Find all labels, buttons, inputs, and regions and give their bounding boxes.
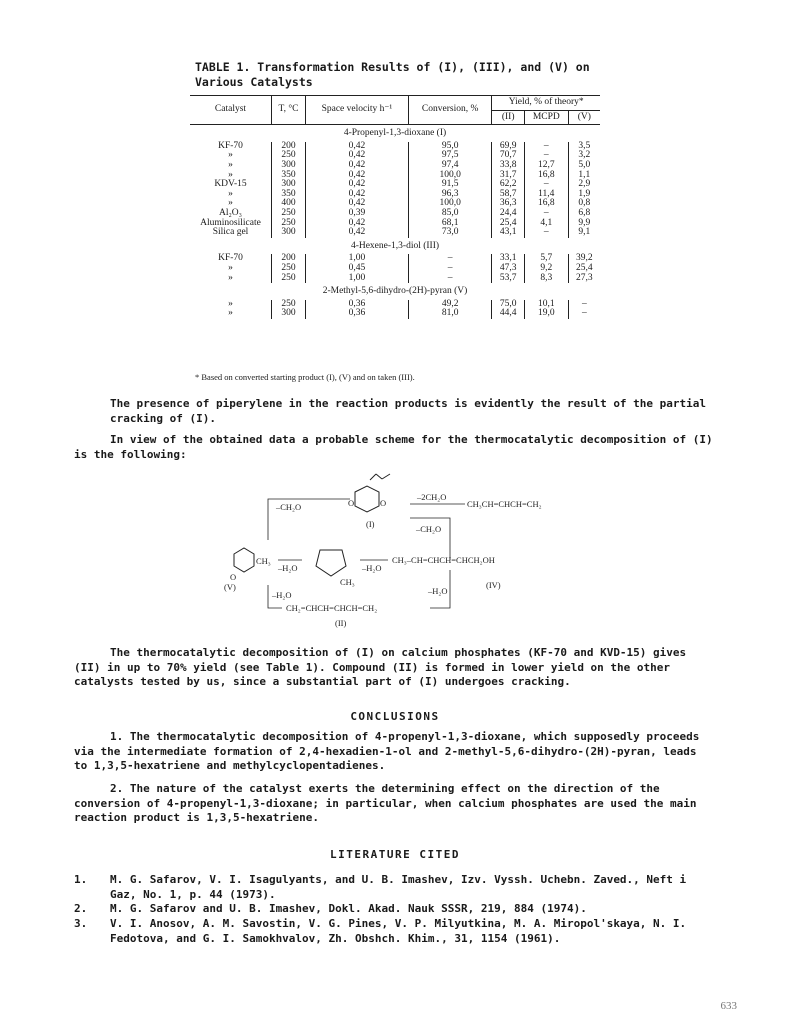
table-cell-catalyst: » [228, 262, 233, 273]
table-cell-ii: 69,9 [492, 142, 524, 152]
table-cell-t: 200 [272, 254, 306, 264]
table-cell-ii: 31,7 [492, 171, 524, 181]
label-hexatriene: CH₂=CHCH=CHCH=CH₂ [286, 603, 378, 613]
table-cell-sv: 0,42 [305, 180, 408, 190]
table-cell-conv: 100,0 [408, 171, 492, 181]
table-cell-catalyst: KF-70 [218, 140, 243, 151]
table-cell-t: 250 [272, 219, 306, 229]
table-cell-t: 350 [272, 190, 306, 200]
table-cell-t: 250 [272, 264, 306, 274]
reference-number: 1. [74, 873, 88, 886]
header-catalyst: Catalyst [190, 96, 272, 125]
table-cell-ii: 70,7 [492, 151, 524, 161]
header-conversion: Conversion, % [408, 96, 492, 125]
reference-text: M. G. Safarov, V. I. Isagulyants, and U. B. Imashev, Izv. Vyssh. Uchebn. Zaved., Neft i Gaz, No. 1, p. 44 (1973). [110, 873, 687, 901]
pyran-ring [234, 548, 254, 572]
table-cell-sv: 0,42 [305, 228, 408, 238]
table-cell-v: 3,5 [568, 142, 600, 152]
label-minus-h2o-4: –H₂O [428, 586, 448, 596]
table-row [190, 309, 600, 319]
table-row [190, 142, 600, 152]
table-cell-mcpd: 4,1 [524, 219, 568, 229]
table-cell-catalyst: Aluminosilicate [200, 217, 261, 228]
table-cell-catalyst: » [228, 150, 233, 161]
table-cell-t: 400 [272, 199, 306, 209]
ring-o-right: O [380, 498, 387, 508]
table-cell-conv: 91,5 [408, 180, 492, 190]
conclusion-1: 1. The thermocatalytic decomposition of 4-propenyl-1,3-dioxane, which supposedly proceeds via the intermediate formation of 2,4-hexadien-1-ol and 2-methyl-5,6-dihydro-(2H)-pyran, leads to 1,3,5-hexatriene and methylcyclopentadienes. [74, 730, 700, 772]
page-number: 633 [720, 1000, 737, 1012]
table-cell-conv: 73,0 [408, 228, 492, 238]
table-cell-sv: 0,45 [305, 264, 408, 274]
label-compound-i: (I) [366, 519, 375, 529]
table-cell-conv: 100,0 [408, 199, 492, 209]
reaction-scheme [220, 470, 600, 645]
table-cell-v: 9,1 [568, 228, 600, 238]
table-cell-sv: 0,42 [305, 171, 408, 181]
table-row [190, 274, 600, 284]
header-space-velocity: Space velocity h⁻¹ [305, 96, 408, 125]
heading-conclusions: CONCLUSIONS [350, 710, 440, 723]
label-ring-o-v: O [230, 572, 237, 582]
table-cell-catalyst: KDV-15 [214, 179, 247, 190]
table-cell-conv: – [408, 274, 492, 284]
table-cell-sv: 1,00 [305, 274, 408, 284]
reference-number: 3. [74, 917, 88, 930]
reference-number: 2. [74, 902, 88, 915]
table-cell-mcpd: – [524, 209, 568, 219]
label-hexadienol: CH₃–CH=CHCH=CHCH₂OH [392, 555, 495, 565]
table-cell-mcpd: 11,4 [524, 190, 568, 200]
table-cell-sv: 0,36 [305, 300, 408, 310]
section-heading [190, 125, 600, 142]
table-cell-ii: 62,2 [492, 180, 524, 190]
table-cell-v: 27,3 [568, 274, 600, 284]
table-cell-v: 5,0 [568, 161, 600, 171]
paragraph-scheme-intro: In view of the obtained data a probable scheme for the thermocatalytic decomposition of (I) is the following: [74, 433, 713, 461]
label-minus-h2o-2: –H₂O [362, 563, 382, 573]
table-cell-ii: 25,4 [492, 219, 524, 229]
table-cell-v: 6,8 [568, 209, 600, 219]
table-cell-sv: 0,36 [305, 309, 408, 319]
table-cell-t: 250 [272, 274, 306, 284]
table-cell-conv: 49,2 [408, 300, 492, 310]
table-cell-sv: 0,42 [305, 151, 408, 161]
label-compound-v: (V) [224, 582, 236, 592]
header-yield-ii: (II) [492, 110, 524, 125]
table-cell-mcpd: 16,8 [524, 199, 568, 209]
label-minus-h2o-3: –H₂O [272, 590, 292, 600]
table-cell-ii: 53,7 [492, 274, 524, 284]
table-cell-mcpd: 8,3 [524, 274, 568, 284]
table-cell-mcpd: 16,8 [524, 171, 568, 181]
table-cell-catalyst: » [228, 298, 233, 309]
table-cell-ii: 24,4 [492, 209, 524, 219]
table-cell-v: 9,9 [568, 219, 600, 229]
table-cell-v: 0,8 [568, 199, 600, 209]
table-cell-v: 3,2 [568, 151, 600, 161]
table-cell-sv: 0,42 [305, 142, 408, 152]
table-cell-catalyst: » [228, 159, 233, 170]
label-minus-ch2o-right: –CH₂O [416, 524, 442, 534]
table-cell-sv: 0,42 [305, 199, 408, 209]
table-cell-catalyst: » [228, 308, 233, 319]
conclusion-2: 2. The nature of the catalyst exerts the determining effect on the direction of the conversion of 4-propenyl-1,3-dioxane; in particular, when calcium phosphates are used the main reaction product is 1,3,5-hexatriene. [74, 782, 697, 824]
label-piperylene: CH₃CH=CHCH=CH₂ [467, 499, 542, 509]
table-cell-mcpd: – [524, 142, 568, 152]
results-table [190, 95, 600, 319]
table-caption: TABLE 1. Transformation Results of (I), (III), and (V) on Various Catalysts [195, 60, 590, 89]
table-cell-catalyst: Silica gel [212, 227, 249, 238]
table-cell-mcpd: 10,1 [524, 300, 568, 310]
label-compound-iv: (IV) [486, 580, 501, 590]
table-cell-v: 2,9 [568, 180, 600, 190]
table-cell-sv: 0,42 [305, 161, 408, 171]
table-cell-conv: 97,5 [408, 151, 492, 161]
table-row [190, 219, 600, 229]
table-cell-ii: 33,1 [492, 254, 524, 264]
table-cell-mcpd: – [524, 151, 568, 161]
table-cell-v: 25,4 [568, 264, 600, 274]
table-cell-catalyst: » [228, 188, 233, 199]
reference-text: V. I. Anosov, A. M. Savostin, V. G. Pines, V. P. Milyutkina, M. A. Miropol'skaya, N. I. Fedotova, and G. I. Samokhvalov, Zh. Obshch. Khim., 31, 1154 (1961). [110, 917, 687, 945]
table-cell-sv: 0,42 [305, 219, 408, 229]
table-cell-mcpd: – [524, 180, 568, 190]
heading-literature: LITERATURE CITED [330, 848, 460, 861]
table-cell-ii: 43,1 [492, 228, 524, 238]
table-cell-sv: 0,42 [305, 190, 408, 200]
table-row [190, 199, 600, 209]
table-cell-t: 250 [272, 209, 306, 219]
section-heading [190, 238, 600, 255]
table-cell-ii: 44,4 [492, 309, 524, 319]
header-yield-v: (V) [568, 110, 600, 125]
section-title: 4-Propenyl-1,3-dioxane (I) [343, 128, 447, 139]
header-yield-mcpd: MCPD [524, 110, 568, 125]
table-cell-ii: 75,0 [492, 300, 524, 310]
section-heading [190, 283, 600, 300]
table-cell-mcpd: 9,2 [524, 264, 568, 274]
table-cell-catalyst: KF-70 [218, 253, 243, 264]
table-cell-catalyst: » [228, 272, 233, 283]
label-compound-ii: (II) [335, 618, 347, 628]
table-cell-v: – [568, 309, 600, 319]
label-minus-ch2o-left: –CH₂O [276, 502, 302, 512]
header-temp: T, °C [272, 96, 306, 125]
table-cell-mcpd: 5,7 [524, 254, 568, 264]
table-cell-conv: 97,4 [408, 161, 492, 171]
table-row [190, 254, 600, 264]
section-title: 2-Methyl-5,6-dihydro-(2H)-pyran (V) [322, 286, 468, 297]
table-row [190, 264, 600, 274]
table-cell-conv: – [408, 264, 492, 274]
table-cell-v: 1,1 [568, 171, 600, 181]
table-cell-ii: 36,3 [492, 199, 524, 209]
table-cell-ii: 58,7 [492, 190, 524, 200]
table-cell-t: 250 [272, 151, 306, 161]
table-cell-catalyst: » [228, 198, 233, 209]
table-row [190, 228, 600, 238]
label-methyl-v: CH₃ [256, 556, 271, 566]
paragraph-calcium-phosphates: The thermocatalytic decomposition of (I) on calcium phosphates (KF-70 and KVD-15) gives (II) in up to 70% yield (see Table 1). Compound (II) is formed in lower yield on the other catalysts tested by us, since a substantial part of (I) undergoes cracking. [74, 646, 687, 688]
table-cell-catalyst: » [228, 169, 233, 180]
label-minus-h2o-1: –H₂O [278, 563, 298, 573]
table-cell-mcpd: 12,7 [524, 161, 568, 171]
table-cell-sv: 1,00 [305, 254, 408, 264]
table-cell-t: 300 [272, 180, 306, 190]
table-cell-conv: 85,0 [408, 209, 492, 219]
table-cell-mcpd: – [524, 228, 568, 238]
methylcyclopentadiene [316, 550, 346, 576]
table-cell-t: 250 [272, 300, 306, 310]
table-cell-conv: 96,3 [408, 190, 492, 200]
table-cell-conv: 68,1 [408, 219, 492, 229]
label-cracking: –2CH₂O [417, 492, 447, 502]
table-cell-t: 300 [272, 161, 306, 171]
paragraph-piperylene: The presence of piperylene in the reaction products is evidently the result of the partial cracking of (I). [110, 397, 707, 425]
reference-text: M. G. Safarov and U. B. Imashev, Dokl. Akad. Nauk SSSR, 219, 884 (1974). [110, 902, 587, 915]
table-cell-t: 300 [272, 309, 306, 319]
ring-o-left: O [348, 498, 355, 508]
section-title: 4-Hexene-1,3-diol (III) [350, 240, 440, 251]
table-cell-catalyst: Al₂O₃ [219, 207, 242, 218]
table-cell-t: 200 [272, 142, 306, 152]
header-yield: Yield, % of theory* [492, 96, 600, 111]
table-cell-ii: 47,3 [492, 264, 524, 274]
table-cell-sv: 0,39 [305, 209, 408, 219]
table-row [190, 171, 600, 181]
table-cell-conv: 81,0 [408, 309, 492, 319]
table-cell-conv: 95,0 [408, 142, 492, 152]
table-cell-t: 350 [272, 171, 306, 181]
table-cell-v: – [568, 300, 600, 310]
table-cell-ii: 33,8 [492, 161, 524, 171]
table-footnote: * Based on converted starting product (I), (V) and on taken (III). [195, 372, 415, 382]
table-cell-v: 39,2 [568, 254, 600, 264]
table-cell-conv: – [408, 254, 492, 264]
label-methyl-mcpd: CH₃ [340, 577, 355, 587]
table-cell-mcpd: 19,0 [524, 309, 568, 319]
table-cell-t: 300 [272, 228, 306, 238]
table-cell-v: 1,9 [568, 190, 600, 200]
